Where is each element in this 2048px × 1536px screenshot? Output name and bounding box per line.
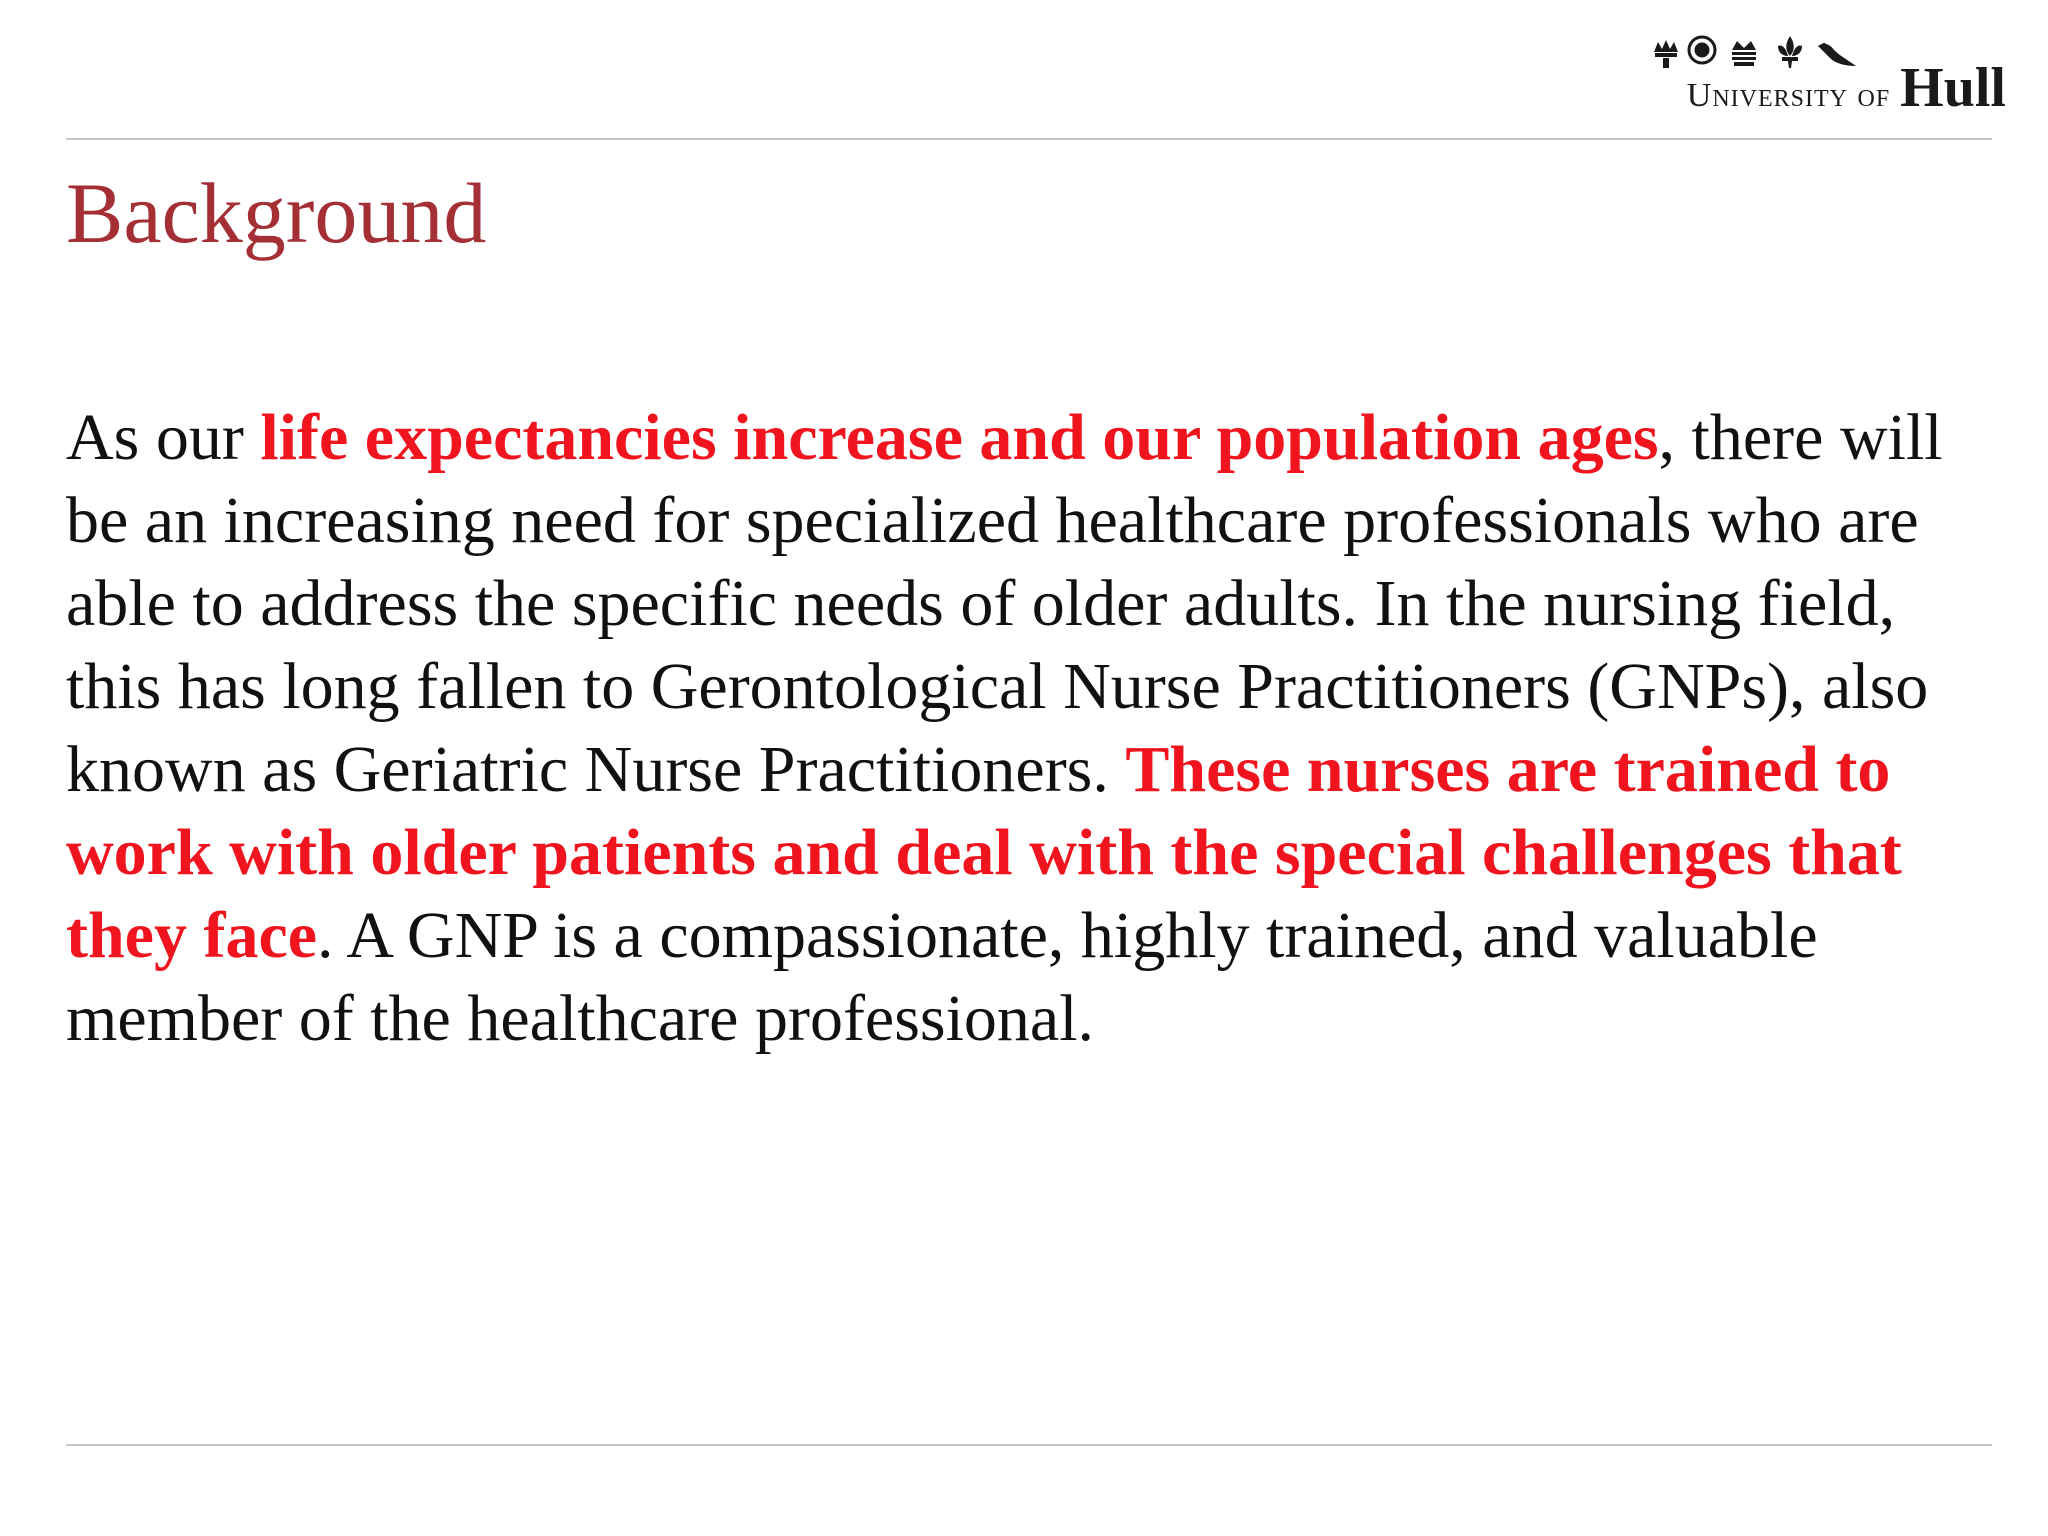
- paragraph-segment: As our: [66, 401, 261, 474]
- body-paragraph: [66, 396, 1966, 1060]
- crown-icon: [1654, 40, 1678, 68]
- paragraph-segment: , there will be an increasing need for specialized healthcare professionals who are able to address the specific needs of older adults. In the nursing field, this has long fallen to Gerontological Nurse Practitioners (GNPs), also known as Geriatric Nurse Practitioners.: [66, 401, 1943, 806]
- logo-small-text: University of: [1686, 77, 1891, 114]
- logo-big-text: Hull: [1900, 57, 2006, 119]
- logo-wordmark: [1687, 56, 2006, 120]
- university-logo: [1586, 34, 2006, 119]
- paragraph-segment: . A GNP is a compassionate, highly trained, and valuable member of the healthcare professional.: [66, 899, 1818, 1055]
- highlighted-segment: life expectancies increase and our population ages: [260, 401, 1659, 474]
- header-divider: [66, 138, 1992, 140]
- highlighted-segment: These nurses are trained to work with older patients and deal with the special challenges that they face: [66, 733, 1902, 972]
- footer-divider: [66, 1444, 1992, 1446]
- slide-title: Background: [66, 165, 487, 261]
